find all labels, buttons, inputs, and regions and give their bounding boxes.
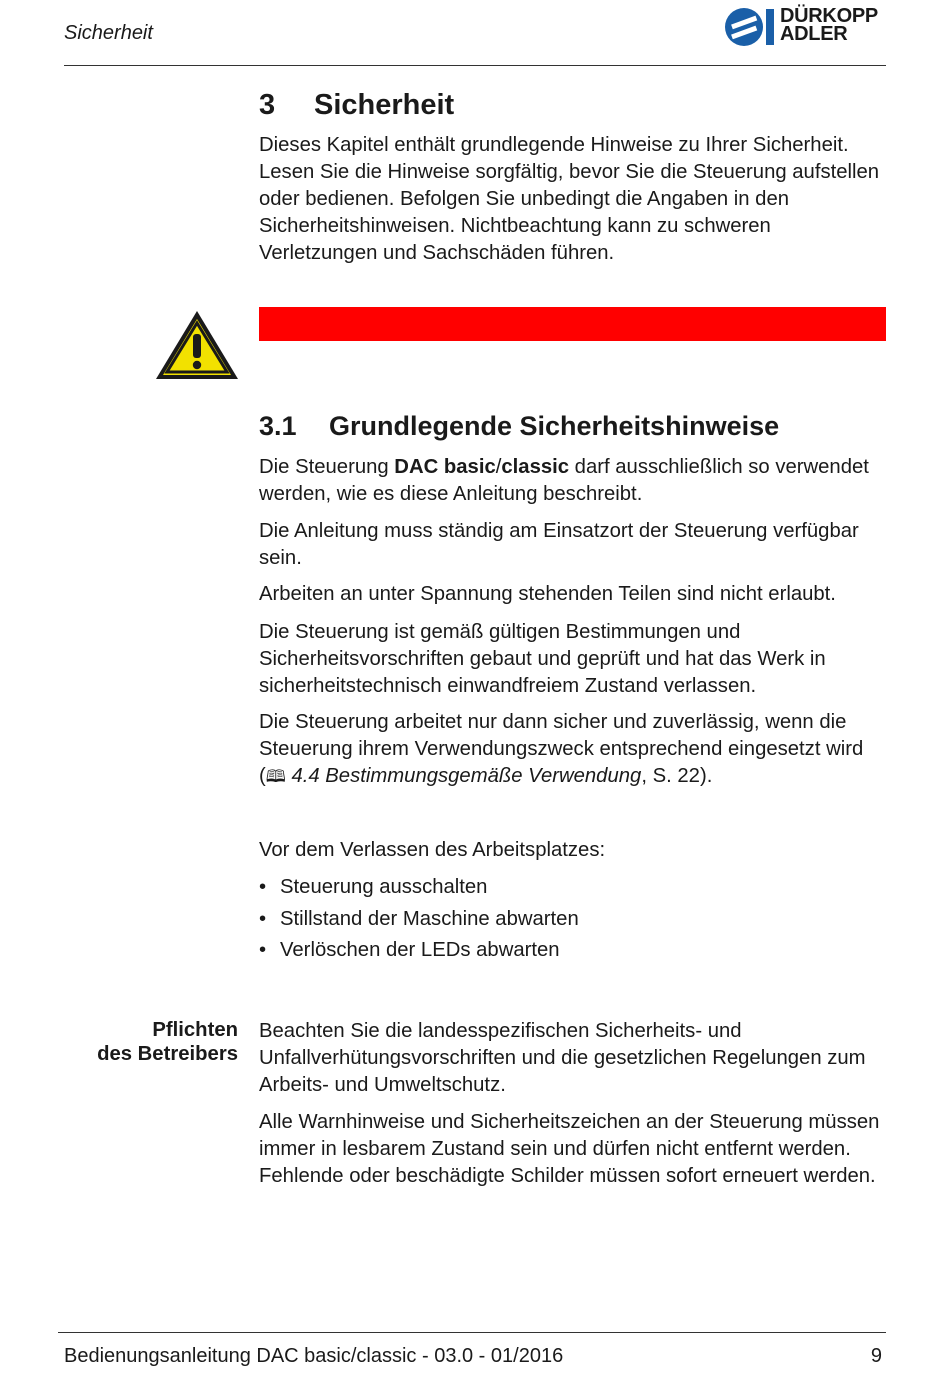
brand-name-line2: ADLER — [780, 23, 848, 45]
bullet-icon: • — [259, 939, 267, 961]
brand-name-line1: DÜRKOPP — [780, 5, 878, 27]
bullet-icon: • — [259, 907, 267, 930]
p1-slash: / — [495, 456, 502, 478]
bullet-icon: • — [259, 876, 267, 898]
margin-label — [64, 1018, 238, 1066]
section-paragraph-4: Die Steuerung ist gemäß gültigen Bestimmungen und Sicherheitsvorschriften gebaut und geprüft und hat das Werk in sicherheitstechnisch einwandfreiem Zustand verlassen. — [259, 621, 826, 697]
operator-paragraph-2: Alle Warnhinweise und Sicherheitszeichen an der Steuerung müssen immer in lesbarem Zustand sein und dürfen nicht entfernt werden. Fehlende oder beschädigte Schilder müssen sofort erneuert werden. — [259, 1111, 880, 1187]
chapter-title: Sicherheit — [314, 89, 455, 121]
list-item: • Steuerung ausschalten — [259, 874, 887, 906]
cross-reference-link[interactable]: 4.4 Bestimmungsgemäße Verwendung — [291, 765, 642, 787]
running-header: Sicherheit — [64, 22, 153, 44]
footer-divider — [58, 1332, 886, 1333]
p1-product-classic: classic — [501, 456, 570, 478]
p5-post: , S. 22). — [641, 765, 713, 787]
section-title: Grundlegende Sicherheitshinweise — [329, 411, 780, 441]
section-paragraph-2: Die Anleitung muss ständig am Einsatzort der Steuerung verfügbar sein. — [259, 520, 859, 569]
p1-pre: Die Steuerung — [259, 456, 395, 478]
warning-triangle-icon — [153, 308, 241, 382]
chapter-intro: Dieses Kapitel enthält grundlegende Hinweise zu Ihrer Sicherheit. Lesen Sie die Hinweise sorgfältig, bevor Sie die Steuerung aufstellen oder bedienen. Befolgen Sie unbedingt die Angaben in den Sicherheitshinweisen. Nichtbeachtung kann zu schweren Verletzungen und Sachschäden führen. — [259, 134, 880, 264]
margin-label-line2: des Betreibers — [97, 1043, 238, 1065]
page-number: 9 — [870, 1345, 882, 1367]
before-leaving-intro: Vor dem Verlassen des Arbeitsplatzes: — [259, 839, 606, 861]
chapter-heading — [259, 89, 454, 122]
margin-label-line1: Pflichten — [152, 1019, 238, 1041]
operator-paragraph-1: Beachten Sie die landesspezifischen Sicherheits- und Unfallverhütungsvorschriften und die gesetzlichen Regelungen zum Arbeits- und Umweltschutz. — [259, 1020, 866, 1096]
p5-pre: Die Steuerung arbeitet nur dann sicher und zuverlässig, wenn die Steuerung ihrem Verwendungszweck entsprechend eingesetzt wird ( — [259, 711, 864, 787]
section-paragraph-1 — [259, 454, 887, 508]
section-number: 3.1 — [259, 411, 297, 441]
section-paragraph-3: Arbeiten an unter Spannung stehenden Teilen sind nicht erlaubt. — [259, 583, 836, 605]
chapter-number: 3 — [259, 89, 276, 121]
list-item: • Stillstand der Maschine abwarten — [259, 906, 887, 938]
p1-product-basic: DAC basic — [394, 456, 496, 478]
footer-document-info: Bedienungsanleitung DAC basic/classic - 03.0 - 01/2016 — [64, 1345, 564, 1367]
brand-name — [780, 7, 878, 43]
section-heading — [259, 411, 779, 442]
header-divider — [64, 65, 886, 66]
before-leaving-list — [259, 874, 887, 969]
list-item: • Verlöschen der LEDs abwarten — [259, 937, 887, 969]
book-icon: 🕮 — [265, 767, 286, 786]
section-paragraph-5 — [259, 709, 887, 790]
warning-bar — [259, 307, 886, 341]
p1-post: darf ausschließlich so verwendet werden, wie es diese Anleitung beschreibt. — [259, 456, 869, 505]
